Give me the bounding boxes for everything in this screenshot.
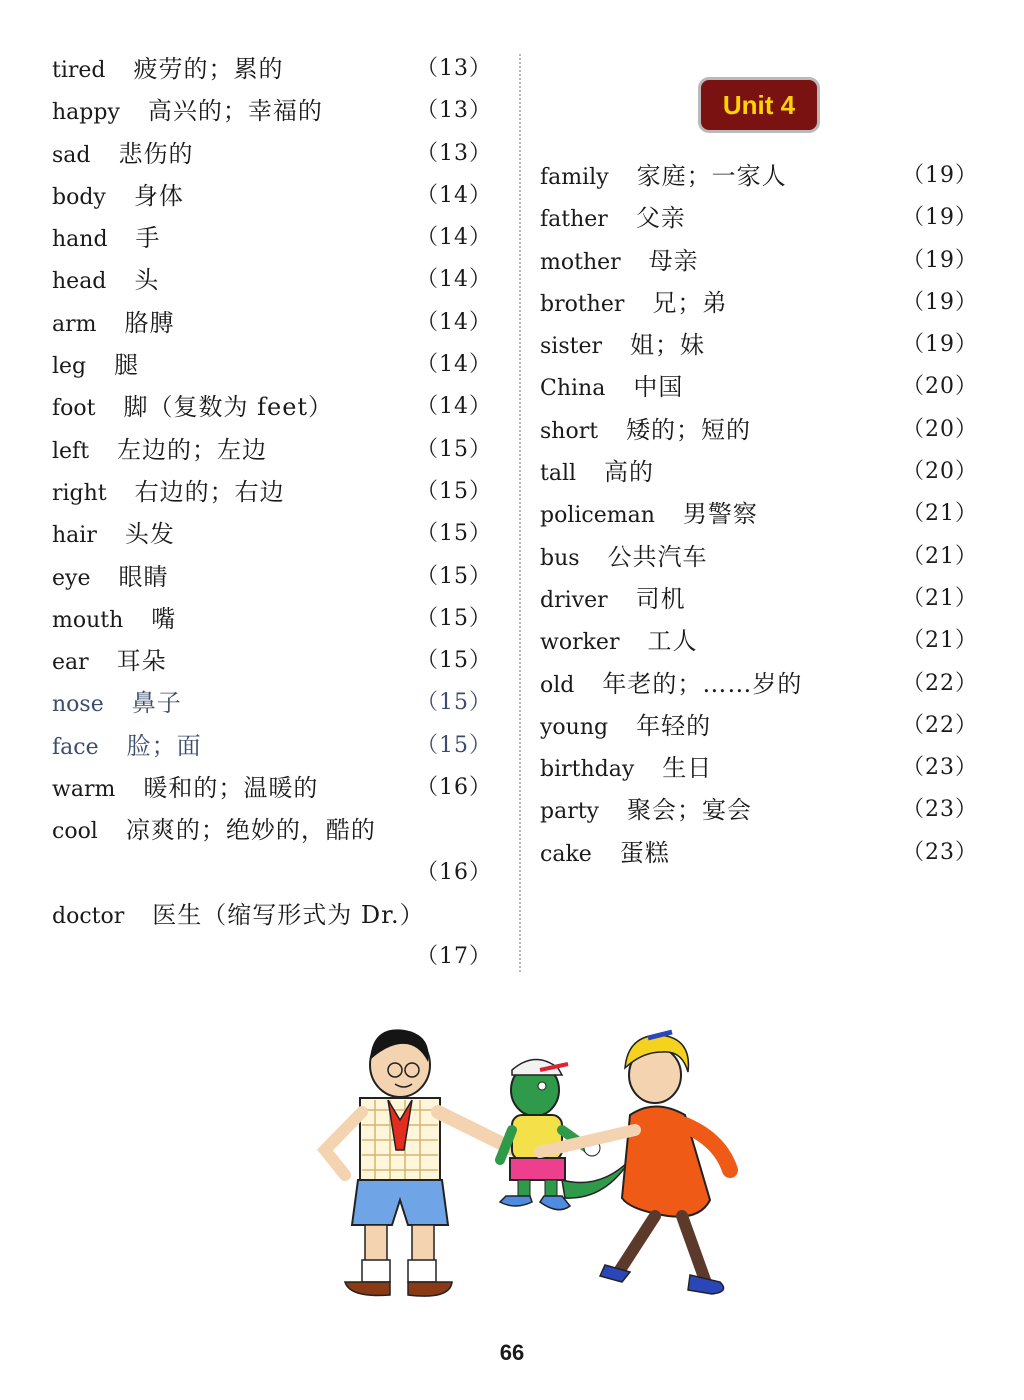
- vocab-entry: [52, 807, 492, 849]
- english-word: arm: [52, 311, 97, 337]
- vocab-entry: [52, 638, 492, 680]
- english-word: happy: [52, 100, 120, 126]
- english-word: head: [52, 269, 107, 295]
- english-word: birthday: [540, 757, 635, 783]
- vocab-entry: [52, 88, 492, 130]
- page-ref: （21）: [902, 585, 978, 611]
- page-ref: （14）: [416, 182, 492, 208]
- vocab-entry: [52, 342, 492, 384]
- left-column: [52, 46, 492, 977]
- chinese-meaning: 高的: [604, 458, 655, 487]
- chinese-meaning: 身体: [133, 181, 184, 210]
- english-word: China: [540, 376, 606, 402]
- chinese-meaning: 年轻的: [636, 711, 712, 740]
- page-ref: （19）: [902, 332, 978, 358]
- vocab-entry: [52, 892, 492, 934]
- english-word: doctor: [52, 903, 125, 929]
- page-ref: （19）: [902, 247, 978, 273]
- vocab-entry: [540, 322, 978, 364]
- page-ref: （19）: [902, 289, 978, 315]
- page-ref: （23）: [902, 839, 978, 865]
- page-ref: （15）: [416, 563, 492, 589]
- english-word: cake: [540, 841, 592, 867]
- page-ref-line: [52, 850, 492, 892]
- vocab-entry: [52, 469, 492, 511]
- page-ref: （14）: [416, 309, 492, 335]
- english-word: sad: [52, 142, 91, 168]
- page-ref: （13）: [416, 140, 492, 166]
- chinese-meaning: 右边的；右边: [134, 477, 285, 506]
- vocab-entry: [52, 596, 492, 638]
- chinese-meaning: 脸；面: [126, 731, 202, 760]
- chinese-meaning: 父亲: [635, 204, 686, 233]
- vocab-entry: [540, 787, 978, 829]
- chinese-meaning: 疲劳的；累的: [133, 55, 284, 83]
- english-word: face: [52, 734, 99, 760]
- chinese-meaning: 头: [134, 266, 160, 295]
- chinese-meaning: 公共汽车: [607, 542, 708, 571]
- page-ref: （14）: [416, 225, 492, 251]
- chinese-meaning: 蛋糕: [619, 838, 670, 867]
- english-word: sister: [540, 334, 602, 360]
- vocab-entry: [540, 364, 978, 406]
- chinese-meaning: 司机: [635, 584, 686, 613]
- english-word: party: [540, 799, 599, 825]
- page-ref: （13）: [416, 56, 492, 81]
- page-ref: （21）: [902, 628, 978, 654]
- vocab-entry: [52, 765, 492, 807]
- vocab-entry: [540, 280, 978, 322]
- page-ref: （16）: [416, 775, 492, 801]
- page-ref: （15）: [416, 648, 492, 674]
- english-word: leg: [52, 354, 87, 380]
- chinese-meaning: 凉爽的；绝妙的，酷的: [125, 816, 376, 845]
- page-ref-line: [52, 934, 492, 976]
- chinese-meaning: 工人: [647, 627, 698, 656]
- page-number: 66: [499, 1340, 525, 1365]
- vocab-entry: [540, 449, 978, 491]
- vocab-entry: [540, 576, 978, 618]
- chinese-meaning: 高兴的；幸福的: [147, 97, 323, 126]
- page-ref: （14）: [416, 352, 492, 378]
- chinese-meaning: 年老的；……岁的: [602, 669, 803, 698]
- page-ref: （15）: [416, 521, 492, 547]
- page-ref: （20）: [902, 374, 978, 400]
- chinese-meaning: 聚会；宴会: [627, 796, 752, 825]
- vocab-entry: [52, 46, 492, 88]
- english-word: body: [52, 184, 106, 210]
- page-ref: （15）: [416, 605, 492, 631]
- english-word: foot: [52, 396, 96, 422]
- chinese-meaning: 暖和的；温暖的: [143, 774, 319, 803]
- english-word: left: [52, 438, 90, 464]
- vocab-entry: [52, 173, 492, 215]
- page-ref: （17）: [416, 944, 492, 970]
- vocab-entry: [52, 680, 492, 722]
- vocab-entry: [540, 491, 978, 533]
- english-word: warm: [52, 777, 116, 803]
- vocab-entry: [540, 745, 978, 787]
- vocab-entry: [540, 661, 978, 703]
- chinese-meaning: 腿: [114, 351, 140, 380]
- page-ref: （22）: [902, 670, 978, 696]
- chinese-meaning: 家庭；一家人: [636, 162, 787, 190]
- chinese-meaning: 母亲: [648, 246, 699, 275]
- english-word: mouth: [52, 607, 124, 633]
- chinese-meaning: 脚（复数为 feet）: [123, 393, 334, 422]
- english-word: family: [540, 165, 609, 190]
- vocab-entry: [52, 131, 492, 173]
- vocab-entry: [540, 830, 978, 872]
- english-word: policeman: [540, 503, 655, 529]
- chinese-meaning: 生日: [662, 754, 713, 783]
- chinese-meaning: 中国: [633, 373, 684, 402]
- chinese-meaning: 兄；弟: [652, 288, 728, 317]
- english-word: tired: [52, 58, 106, 83]
- chinese-meaning: 左边的；左边: [117, 435, 268, 464]
- english-word: eye: [52, 565, 91, 591]
- chinese-meaning: 耳朵: [116, 647, 167, 676]
- english-word: hand: [52, 227, 108, 253]
- english-word: father: [540, 207, 608, 233]
- girl-figure: [540, 1032, 730, 1294]
- page-ref: （13）: [416, 98, 492, 124]
- vocab-entry: [540, 153, 978, 195]
- english-word: driver: [540, 587, 608, 613]
- vocab-entry: [52, 257, 492, 299]
- page-ref: （14）: [416, 267, 492, 293]
- page-ref: （23）: [902, 797, 978, 823]
- page-ref: （21）: [902, 501, 978, 527]
- unit-badge: Unit 4: [701, 80, 817, 130]
- chinese-meaning: 医生（缩写形式为 Dr.）: [152, 900, 425, 929]
- vocab-entry: [540, 618, 978, 660]
- english-word: brother: [540, 291, 625, 317]
- vocab-entry: [52, 384, 492, 426]
- page-ref: （15）: [416, 436, 492, 462]
- vocab-entry: [52, 554, 492, 596]
- english-word: nose: [52, 692, 104, 718]
- vocab-entry: [52, 723, 492, 765]
- page-ref: （15）: [416, 478, 492, 504]
- vocab-entry: [52, 215, 492, 257]
- boy-figure: [325, 1029, 515, 1296]
- page-ref: （19）: [902, 163, 978, 188]
- english-word: right: [52, 480, 107, 506]
- chinese-meaning: 眼睛: [118, 562, 169, 591]
- vocab-entry: [540, 195, 978, 237]
- chinese-meaning: 鼻子: [131, 689, 182, 718]
- vocab-entry: [52, 427, 492, 469]
- page-ref: （20）: [902, 416, 978, 442]
- vocab-entry: [540, 238, 978, 280]
- english-word: worker: [540, 630, 620, 656]
- page-ref: （23）: [902, 755, 978, 781]
- english-word: short: [540, 418, 599, 444]
- chinese-meaning: 手: [135, 224, 161, 253]
- chinese-meaning: 胳膊: [124, 308, 175, 337]
- page-ref: （22）: [902, 712, 978, 738]
- english-word: cool: [52, 819, 98, 845]
- english-word: ear: [52, 650, 89, 676]
- page-ref: （19）: [902, 205, 978, 231]
- english-word: hair: [52, 523, 97, 549]
- page-ref: （16）: [416, 859, 492, 885]
- vocab-entry: [52, 511, 492, 553]
- vocab-entry: [540, 534, 978, 576]
- vocab-entry: [540, 407, 978, 449]
- page-ref: （14）: [416, 394, 492, 420]
- english-word: old: [540, 672, 575, 698]
- english-word: young: [540, 714, 609, 740]
- chinese-meaning: 悲伤的: [118, 139, 194, 168]
- chinese-meaning: 头发: [124, 520, 175, 549]
- page-ref: （15）: [416, 690, 492, 716]
- chinese-meaning: 矮的；短的: [626, 415, 752, 444]
- page-ref: （15）: [416, 732, 492, 758]
- chinese-meaning: 男警察: [682, 500, 758, 529]
- children-illustration: [300, 1020, 770, 1320]
- right-column: [540, 153, 978, 872]
- english-word: mother: [540, 249, 621, 275]
- page-ref: （21）: [902, 543, 978, 569]
- column-divider: [519, 54, 521, 972]
- vocab-entry: [540, 703, 978, 745]
- english-word: tall: [540, 461, 577, 487]
- vocab-entry: [52, 300, 492, 342]
- english-word: bus: [540, 545, 580, 571]
- page-ref: （20）: [902, 459, 978, 485]
- chinese-meaning: 姐；妹: [630, 331, 705, 360]
- chinese-meaning: 嘴: [151, 604, 177, 633]
